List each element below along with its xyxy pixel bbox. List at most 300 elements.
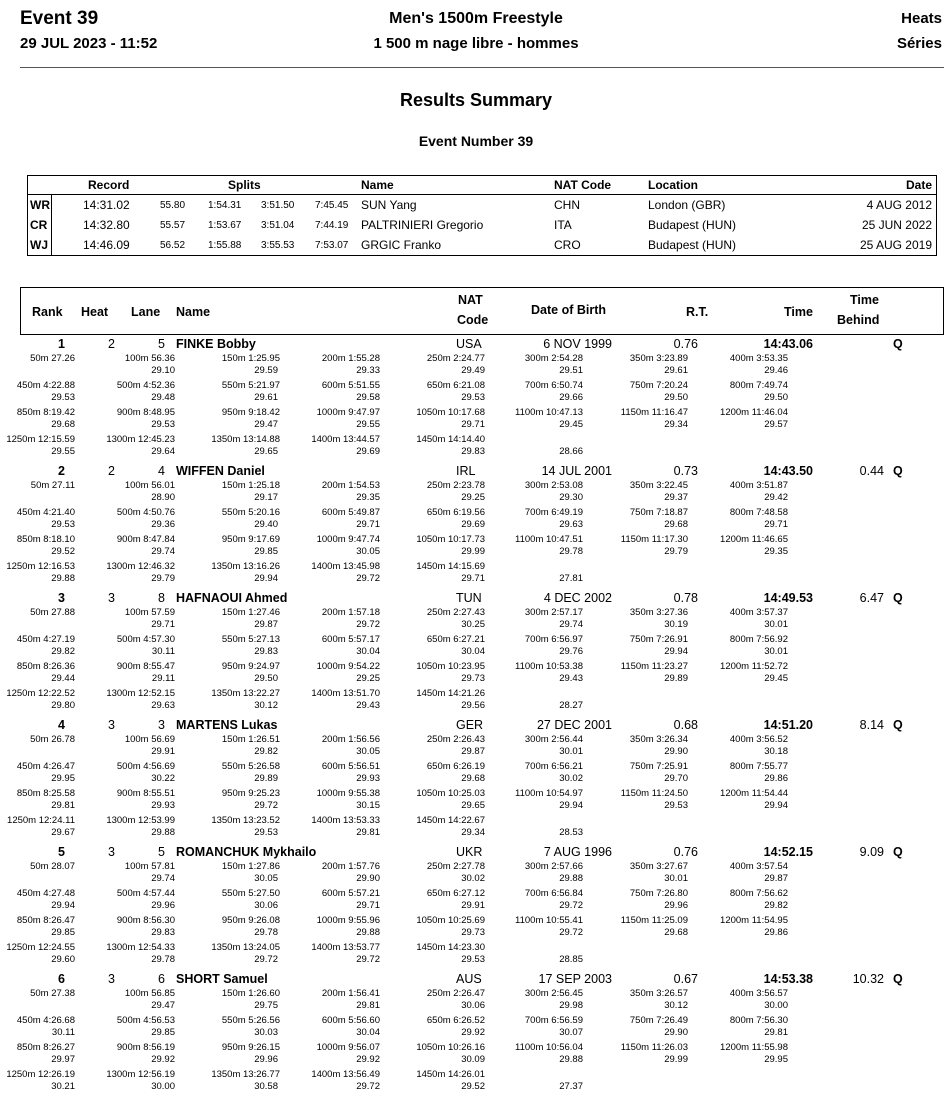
- split-lap: 29.92: [356, 1054, 380, 1065]
- nat-code: AUS: [456, 972, 482, 986]
- final-time: 14:43.50: [763, 464, 813, 478]
- split-lap: 29.71: [461, 419, 485, 430]
- split-cumulative: 450m 4:26.68: [16, 1015, 75, 1026]
- header-time-behind-1: Time: [850, 293, 879, 307]
- split-lap: 29.73: [461, 673, 485, 684]
- swimmer-name: HAFNAOUI Ahmed: [176, 591, 288, 605]
- split-cumulative: 200m 1:57.18: [321, 607, 380, 618]
- records-header-name: Name: [361, 178, 394, 192]
- split-cumulative: 1250m 12:24.11: [7, 815, 75, 826]
- records-header-splits: Splits: [228, 178, 261, 192]
- split-lap: 29.55: [356, 419, 380, 430]
- split-lap: 29.88: [151, 827, 175, 838]
- split-lap: 29.88: [559, 1054, 583, 1065]
- split-cumulative: 750m 7:18.87: [629, 507, 688, 518]
- split-cumulative: 1100m 10:55.41: [515, 915, 583, 926]
- record-split: 1:54.31: [208, 200, 242, 211]
- split-lap: 30.04: [461, 646, 485, 657]
- event-title-fr: 1 500 m nage libre - hommes: [373, 35, 579, 52]
- record-split: 7:45.45: [315, 200, 349, 211]
- split-lap: 29.55: [51, 446, 75, 457]
- split-lap: 30.05: [254, 873, 278, 884]
- split-lap: 30.22: [151, 773, 175, 784]
- split-lap: 29.68: [664, 927, 688, 938]
- split-lap: 30.01: [764, 646, 788, 657]
- record-name: SUN Yang: [361, 198, 417, 212]
- split-cumulative: 300m 2:53.08: [524, 480, 583, 491]
- split-lap: 29.85: [254, 546, 278, 557]
- split-lap: 29.94: [559, 800, 583, 811]
- split-cumulative: 550m 5:26.58: [221, 761, 280, 772]
- header-divider: [20, 67, 944, 68]
- split-lap: 29.47: [254, 419, 278, 430]
- records-header-record: Record: [88, 178, 130, 192]
- split-lap: 29.53: [151, 419, 175, 430]
- split-cumulative: 50m 26.78: [30, 734, 75, 745]
- split-cumulative: 1300m 12:54.33: [106, 942, 175, 953]
- split-lap: 29.47: [151, 1000, 175, 1011]
- split-cumulative: 1300m 12:53.99: [106, 815, 175, 826]
- split-lap: 29.97: [51, 1054, 75, 1065]
- split-cumulative: 950m 9:17.69: [221, 534, 280, 545]
- reaction-time: 0.67: [673, 972, 698, 986]
- split-cumulative: 700m 6:49.19: [524, 507, 583, 518]
- split-lap: 29.53: [254, 827, 278, 838]
- split-cumulative: 250m 2:24.77: [426, 353, 485, 364]
- split-lap: 30.06: [254, 900, 278, 911]
- split-cumulative: 700m 6:50.74: [524, 380, 583, 391]
- records-table: [27, 175, 937, 256]
- split-lap: 29.81: [356, 1000, 380, 1011]
- split-lap: 29.72: [254, 800, 278, 811]
- record-time: 14:46.09: [83, 238, 130, 252]
- split-lap: 30.18: [764, 746, 788, 757]
- split-lap: 29.83: [151, 927, 175, 938]
- split-cumulative: 600m 5:51.55: [321, 380, 380, 391]
- split-cumulative: 850m 8:19.42: [16, 407, 75, 418]
- split-cumulative: 650m 6:27.21: [426, 634, 485, 645]
- split-lap: 29.36: [151, 519, 175, 530]
- date-of-birth: 14 JUL 2001: [541, 464, 612, 478]
- split-cumulative: 1450m 14:21.26: [416, 688, 485, 699]
- reaction-time: 0.78: [673, 591, 698, 605]
- heat: 3: [108, 845, 115, 859]
- split-cumulative: 500m 4:56.69: [116, 761, 175, 772]
- split-lap: 29.65: [461, 800, 485, 811]
- split-lap: 29.94: [51, 900, 75, 911]
- split-cumulative: 1250m 12:15.59: [6, 434, 75, 445]
- swimmer-name: FINKE Bobby: [176, 337, 256, 351]
- split-cumulative: 750m 7:26.91: [629, 634, 688, 645]
- event-datetime: 29 JUL 2023 - 11:52: [20, 35, 158, 52]
- split-lap: 29.93: [356, 773, 380, 784]
- split-lap: 29.78: [254, 927, 278, 938]
- split-cumulative: 800m 7:49.74: [729, 380, 788, 391]
- split-cumulative: 1150m 11:24.50: [620, 788, 688, 799]
- split-cumulative: 550m 5:27.50: [221, 888, 280, 899]
- split-lap: 28.53: [559, 827, 583, 838]
- split-cumulative: 1350m 13:24.05: [211, 942, 280, 953]
- record-split: 7:53.07: [315, 240, 349, 251]
- qualified-badge: Q: [893, 972, 903, 986]
- split-lap: 30.12: [664, 1000, 688, 1011]
- rank: 4: [58, 718, 65, 732]
- split-lap: 29.53: [51, 519, 75, 530]
- split-lap: 30.01: [664, 873, 688, 884]
- swimmer-name: WIFFEN Daniel: [176, 464, 265, 478]
- rank: 3: [58, 591, 65, 605]
- split-lap: 29.25: [356, 673, 380, 684]
- split-lap: 29.56: [461, 700, 485, 711]
- split-cumulative: 100m 56.69: [124, 734, 175, 745]
- header-rt: R.T.: [686, 305, 709, 319]
- split-cumulative: 350m 3:26.57: [629, 988, 688, 999]
- split-cumulative: 850m 8:26.36: [16, 661, 75, 672]
- header-rank: Rank: [32, 305, 63, 319]
- split-lap: 29.43: [559, 673, 583, 684]
- split-lap: 29.78: [151, 954, 175, 965]
- split-cumulative: 1200m 11:46.04: [720, 407, 788, 418]
- split-lap: 29.69: [461, 519, 485, 530]
- split-lap: 30.05: [356, 746, 380, 757]
- swimmer-name: SHORT Samuel: [176, 972, 268, 986]
- split-lap: 29.43: [356, 700, 380, 711]
- split-cumulative: 750m 7:20.24: [629, 380, 688, 391]
- split-cumulative: 1450m 14:15.69: [416, 561, 485, 572]
- split-lap: 29.52: [51, 546, 75, 557]
- split-lap: 29.40: [254, 519, 278, 530]
- split-lap: 29.65: [254, 446, 278, 457]
- split-lap: 29.71: [461, 573, 485, 584]
- split-lap: 29.50: [664, 392, 688, 403]
- record-type: WJ: [30, 238, 48, 252]
- split-cumulative: 900m 8:47.84: [116, 534, 175, 545]
- split-cumulative: 1050m 10:23.95: [416, 661, 485, 672]
- split-lap: 29.72: [356, 573, 380, 584]
- split-cumulative: 150m 1:27.86: [221, 861, 280, 872]
- split-lap: 29.67: [51, 827, 75, 838]
- split-lap: 29.73: [461, 927, 485, 938]
- split-lap: 29.51: [559, 365, 583, 376]
- lane: 3: [158, 718, 165, 732]
- nat-code: IRL: [456, 464, 476, 478]
- split-cumulative: 150m 1:27.46: [221, 607, 280, 618]
- split-cumulative: 350m 3:22.45: [629, 480, 688, 491]
- split-cumulative: 1400m 13:44.57: [311, 434, 380, 445]
- split-lap: 27.37: [559, 1081, 583, 1092]
- split-cumulative: 550m 5:20.16: [221, 507, 280, 518]
- split-lap: 29.34: [461, 827, 485, 838]
- split-lap: 30.02: [559, 773, 583, 784]
- split-lap: 29.96: [151, 900, 175, 911]
- time-behind: 0.44: [859, 464, 884, 478]
- nat-code: USA: [456, 337, 482, 351]
- record-date: 25 JUN 2022: [861, 218, 932, 232]
- record-row: [28, 235, 936, 255]
- split-lap: 29.81: [764, 1027, 788, 1038]
- split-cumulative: 1300m 12:45.23: [106, 434, 175, 445]
- split-lap: 29.71: [356, 519, 380, 530]
- split-lap: 29.72: [356, 1081, 380, 1092]
- lane: 5: [158, 845, 165, 859]
- split-cumulative: 50m 27.11: [30, 480, 75, 491]
- split-lap: 29.48: [151, 392, 175, 403]
- split-lap: 29.71: [356, 900, 380, 911]
- split-cumulative: 1000m 9:47.74: [316, 534, 380, 545]
- split-lap: 29.72: [559, 900, 583, 911]
- split-cumulative: 1050m 10:17.73: [416, 534, 485, 545]
- split-cumulative: 650m 6:26.19: [426, 761, 485, 772]
- date-of-birth: 27 DEC 2001: [536, 718, 612, 732]
- split-cumulative: 100m 56.36: [124, 353, 175, 364]
- split-lap: 29.68: [51, 419, 75, 430]
- time-behind: 9.09: [859, 845, 884, 859]
- split-cumulative: 600m 5:57.17: [321, 634, 380, 645]
- split-cumulative: 1400m 13:56.49: [311, 1069, 380, 1080]
- split-cumulative: 900m 8:48.95: [116, 407, 175, 418]
- split-lap: 29.61: [664, 365, 688, 376]
- split-lap: 29.78: [559, 546, 583, 557]
- reaction-time: 0.76: [673, 337, 698, 351]
- record-name: PALTRINIERI Gregorio: [361, 218, 484, 232]
- records-header: [28, 176, 936, 195]
- split-cumulative: 1400m 13:45.98: [311, 561, 380, 572]
- rank: 1: [58, 337, 65, 351]
- split-cumulative: 200m 1:55.28: [321, 353, 380, 364]
- split-lap: 29.92: [151, 1054, 175, 1065]
- split-cumulative: 950m 9:18.42: [221, 407, 280, 418]
- page-title: Results Summary: [399, 90, 553, 110]
- split-lap: 29.89: [664, 673, 688, 684]
- split-cumulative: 1150m 11:17.30: [620, 534, 688, 545]
- split-cumulative: 500m 4:52.36: [116, 380, 175, 391]
- record-time: 14:32.80: [83, 218, 130, 232]
- split-cumulative: 450m 4:21.40: [16, 507, 75, 518]
- split-lap: 29.71: [151, 619, 175, 630]
- record-time: 14:31.02: [83, 198, 130, 212]
- split-cumulative: 800m 7:56.30: [729, 1015, 788, 1026]
- split-lap: 29.72: [356, 619, 380, 630]
- split-lap: 29.74: [151, 873, 175, 884]
- record-location: London (GBR): [648, 198, 726, 212]
- split-cumulative: 500m 4:56.53: [116, 1015, 175, 1026]
- split-lap: 30.00: [151, 1081, 175, 1092]
- split-lap: 29.74: [151, 546, 175, 557]
- split-lap: 29.82: [51, 646, 75, 657]
- swimmer-result: [0, 845, 952, 972]
- split-lap: 29.79: [664, 546, 688, 557]
- split-lap: 29.11: [151, 673, 175, 684]
- split-lap: 29.83: [461, 446, 485, 457]
- split-cumulative: 200m 1:54.53: [321, 480, 380, 491]
- records-header-location: Location: [648, 178, 698, 192]
- split-cumulative: 150m 1:26.60: [221, 988, 280, 999]
- split-cumulative: 600m 5:57.21: [321, 888, 380, 899]
- split-cumulative: 350m 3:23.89: [629, 353, 688, 364]
- split-cumulative: 650m 6:19.56: [426, 507, 485, 518]
- split-cumulative: 1250m 12:24.55: [6, 942, 75, 953]
- split-lap: 30.19: [664, 619, 688, 630]
- rank: 5: [58, 845, 65, 859]
- split-cumulative: 650m 6:27.12: [426, 888, 485, 899]
- split-cumulative: 1100m 10:56.04: [515, 1042, 583, 1053]
- split-lap: 29.88: [559, 873, 583, 884]
- split-cumulative: 50m 27.26: [30, 353, 75, 364]
- split-cumulative: 300m 2:54.28: [524, 353, 583, 364]
- split-lap: 29.88: [51, 573, 75, 584]
- split-cumulative: 900m 8:55.47: [116, 661, 175, 672]
- split-cumulative: 250m 2:27.78: [426, 861, 485, 872]
- split-cumulative: 450m 4:27.19: [16, 634, 75, 645]
- header-name: Name: [176, 305, 211, 319]
- split-lap: 30.04: [356, 1027, 380, 1038]
- final-time: 14:49.53: [763, 591, 813, 605]
- split-lap: 29.46: [764, 365, 788, 376]
- split-cumulative: 950m 9:26.15: [221, 1042, 280, 1053]
- split-cumulative: 1400m 13:53.33: [311, 815, 380, 826]
- split-lap: 29.87: [461, 746, 485, 757]
- split-cumulative: 750m 7:26.80: [629, 888, 688, 899]
- swimmer-result: [0, 591, 952, 718]
- records-header-nat: NAT Code: [554, 178, 612, 192]
- split-cumulative: 1350m 13:22.27: [211, 688, 280, 699]
- split-lap: 29.34: [664, 419, 688, 430]
- split-lap: 29.68: [461, 773, 485, 784]
- record-split: 3:55.53: [261, 240, 295, 251]
- split-lap: 29.60: [51, 954, 75, 965]
- split-lap: 29.49: [461, 365, 485, 376]
- record-split: 55.80: [160, 200, 186, 211]
- qualified-badge: Q: [893, 591, 903, 605]
- split-cumulative: 650m 6:21.08: [426, 380, 485, 391]
- split-lap: 29.82: [764, 900, 788, 911]
- split-cumulative: 1100m 10:47.13: [515, 407, 583, 418]
- reaction-time: 0.68: [673, 718, 698, 732]
- split-cumulative: 950m 9:25.23: [221, 788, 280, 799]
- split-cumulative: 1450m 14:26.01: [416, 1069, 485, 1080]
- split-cumulative: 550m 5:26.56: [221, 1015, 280, 1026]
- final-time: 14:52.15: [763, 845, 813, 859]
- split-lap: 29.69: [356, 446, 380, 457]
- split-lap: 29.72: [254, 954, 278, 965]
- split-cumulative: 500m 4:57.44: [116, 888, 175, 899]
- split-cumulative: 800m 7:56.62: [729, 888, 788, 899]
- header-time: Time: [784, 305, 813, 319]
- split-cumulative: 1050m 10:25.69: [416, 915, 485, 926]
- final-time: 14:51.20: [763, 718, 813, 732]
- split-cumulative: 300m 2:57.66: [524, 861, 583, 872]
- split-lap: 29.82: [254, 746, 278, 757]
- split-lap: 30.12: [254, 700, 278, 711]
- split-lap: 29.58: [356, 392, 380, 403]
- split-lap: 30.11: [151, 646, 175, 657]
- split-lap: 29.66: [559, 392, 583, 403]
- split-cumulative: 1450m 14:14.40: [416, 434, 485, 445]
- split-lap: 29.91: [151, 746, 175, 757]
- split-cumulative: 600m 5:56.60: [321, 1015, 380, 1026]
- split-lap: 29.76: [559, 646, 583, 657]
- split-cumulative: 450m 4:27.48: [16, 888, 75, 899]
- split-lap: 30.15: [356, 800, 380, 811]
- split-lap: 29.30: [559, 492, 583, 503]
- record-location: Budapest (HUN): [648, 218, 737, 232]
- split-lap: 30.00: [764, 1000, 788, 1011]
- split-lap: 29.99: [461, 546, 485, 557]
- round-fr: Séries: [896, 35, 942, 52]
- split-lap: 29.59: [254, 365, 278, 376]
- record-nat: CHN: [554, 198, 580, 212]
- split-lap: 29.81: [356, 827, 380, 838]
- date-of-birth: 6 NOV 1999: [543, 337, 612, 351]
- split-lap: 30.03: [254, 1027, 278, 1038]
- split-lap: 29.53: [461, 392, 485, 403]
- split-cumulative: 600m 5:49.87: [321, 507, 380, 518]
- split-lap: 29.42: [764, 492, 788, 503]
- split-lap: 28.27: [559, 700, 583, 711]
- split-cumulative: 350m 3:27.36: [629, 607, 688, 618]
- swimmer-name: ROMANCHUK Mykhailo: [176, 845, 317, 859]
- split-cumulative: 200m 1:56.56: [321, 734, 380, 745]
- split-lap: 29.74: [559, 619, 583, 630]
- split-cumulative: 750m 7:25.91: [629, 761, 688, 772]
- record-split: 1:53.67: [208, 220, 242, 231]
- split-cumulative: 1000m 9:56.07: [316, 1042, 380, 1053]
- split-lap: 29.53: [461, 954, 485, 965]
- record-date: 25 AUG 2019: [859, 238, 932, 252]
- split-cumulative: 1250m 12:22.52: [6, 688, 75, 699]
- split-cumulative: 800m 7:56.92: [729, 634, 788, 645]
- header-code: Code: [457, 313, 489, 327]
- split-lap: 29.75: [254, 1000, 278, 1011]
- split-cumulative: 200m 1:57.76: [321, 861, 380, 872]
- split-cumulative: 600m 5:56.51: [321, 761, 380, 772]
- split-cumulative: 50m 28.07: [30, 861, 75, 872]
- split-lap: 29.45: [764, 673, 788, 684]
- split-cumulative: 1350m 13:14.88: [211, 434, 280, 445]
- split-cumulative: 250m 2:27.43: [426, 607, 485, 618]
- record-location: Budapest (HUN): [648, 238, 737, 252]
- split-lap: 29.92: [461, 1027, 485, 1038]
- split-lap: 29.72: [356, 954, 380, 965]
- split-lap: 29.88: [356, 927, 380, 938]
- split-cumulative: 1150m 11:26.03: [620, 1042, 688, 1053]
- split-cumulative: 850m 8:26.27: [16, 1042, 75, 1053]
- split-lap: 29.90: [664, 746, 688, 757]
- record-nat: ITA: [554, 218, 572, 232]
- header-time-behind-2: Behind: [837, 313, 880, 327]
- nat-code: UKR: [456, 845, 483, 859]
- lane: 5: [158, 337, 165, 351]
- split-lap: 29.80: [51, 700, 75, 711]
- split-lap: 30.05: [356, 546, 380, 557]
- event-number: Event Number 39: [418, 133, 534, 149]
- reaction-time: 0.73: [673, 464, 698, 478]
- split-cumulative: 1400m 13:51.70: [311, 688, 380, 699]
- split-lap: 30.02: [461, 873, 485, 884]
- record-type: CR: [30, 218, 48, 232]
- split-cumulative: 150m 1:26.51: [221, 734, 280, 745]
- swimmer-result: [0, 972, 952, 1099]
- split-lap: 29.71: [764, 519, 788, 530]
- split-lap: 29.90: [664, 1027, 688, 1038]
- time-behind: 10.32: [852, 972, 884, 986]
- record-name: GRGIC Franko: [361, 238, 442, 252]
- split-cumulative: 350m 3:26.34: [629, 734, 688, 745]
- split-cumulative: 1300m 12:56.19: [106, 1069, 175, 1080]
- split-lap: 28.90: [151, 492, 175, 503]
- split-cumulative: 400m 3:51.87: [729, 480, 788, 491]
- split-cumulative: 1100m 10:47.51: [515, 534, 583, 545]
